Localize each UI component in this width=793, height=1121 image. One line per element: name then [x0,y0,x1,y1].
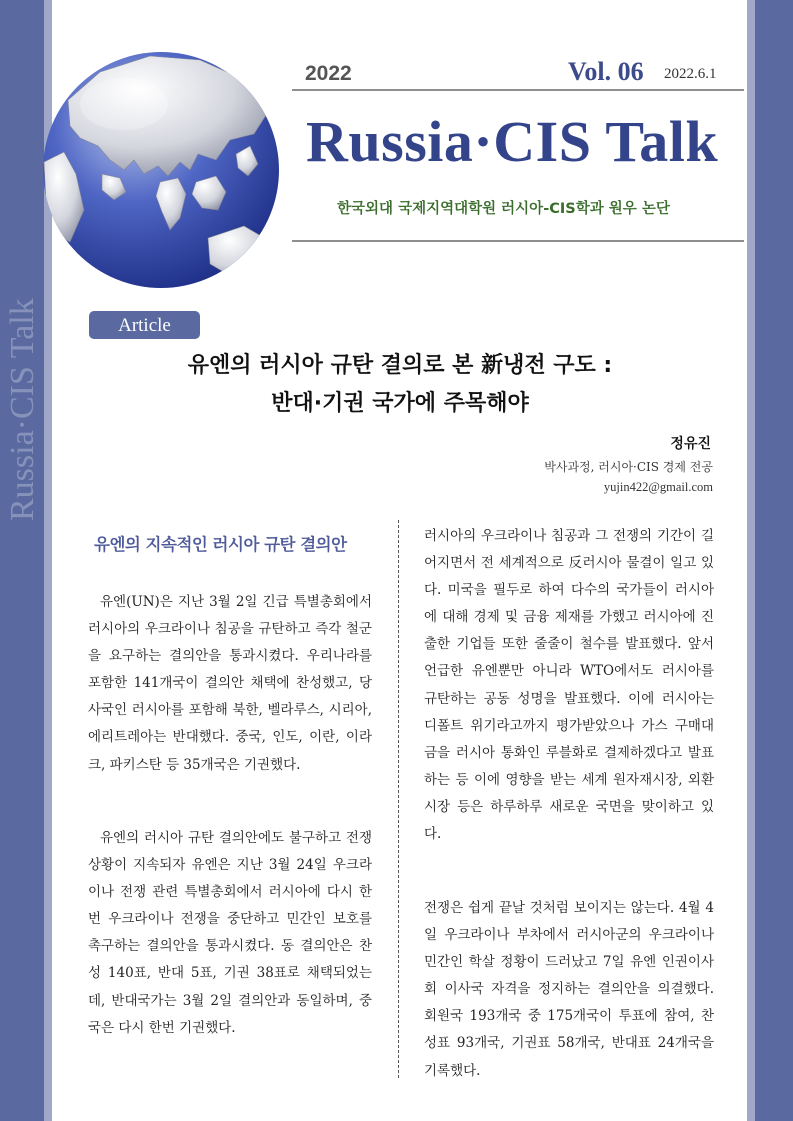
paragraph-2: 유엔의 러시아 규탄 결의안에도 불구하고 전쟁 상황이 지속되자 유엔은 지난 3월 24일 우크라이나 전쟁 관련 특별총회에서 러시아에 다시 한번 우크라이나 전쟁을 중단하고 민간인 보호를 촉구하는 결의안을 통과시켰다. 동 결의안은 찬성 140표, 반대 5표, 기권 38표로 채택되었는데, 반대국가는 3월 2일 결의안과 동일하며, 중국은 다시 한번 기권했다. [88,830,372,1036]
header-divider-top [292,89,744,91]
paragraph-1: 유엔(UN)은 지난 3월 2일 긴급 특별총회에서 러시아의 우크라이나 침공을 규탄하고 즉각 철군을 요구하는 결의안을 통과시켰다. 우리나라를 포함한 141개국이 결의안 채택에 찬성했고, 당사국인 러시아를 포함해 북한, 벨라루스, 시리아, 에리트레아는 반대했다. 중국, 인도, 이란, 이라크, 파키스탄 등 35개국은 기권했다. [88,594,372,773]
vertical-watermark-text: Russia·CIS Talk [4,298,41,521]
author-email: yujin422@gmail.com [603,480,713,494]
paragraph-3: 러시아의 우크라이나 침공과 그 전쟁의 기간이 길어지면서 전 세계적으로 反러시아 물결이 일고 있다. 미국을 필두로 하여 다수의 국가들이 러시아에 대해 경제 및 금융 제재를 가했고 러시아에 진출한 기업들 또한 줄줄이 철수를 발표했다. 앞서 언급한 유엔뿐만 아니라 WTO에서도 러시아를 규탄하는 공동 성명을 발표했다. 이에 러시아는 디폴트 위기라고까지 평가받았으나 가스 구매대금을 러시아 통화인 루블화로 결제하겠다고 발표하는 등 이에 영향을 받는 세계 원자재시장, 외환시장 등은 하루하루 새로운 국면을 맞이하고 있다. [424,528,714,843]
paragraph-4: 전쟁은 쉽게 끝날 것처럼 보이지는 않는다. 4월 4일 우크라이나 부차에서 러시아군의 우크라이나 민간인 학살 정황이 드러났고 7일 유엔 인권이사회 이사국 자격을 정지하는 결의안을 의결했다. 회원국 193개국 중 175개국이 투표에 참여, 찬성표 93개국, 기권표 58개국, 반대표 24개국을 기록했다. [424,900,714,1079]
author-affiliation: 박사과정, 러시아·CIS 경제 전공 [544,460,713,474]
header-volume: Vol. 06 [568,57,644,86]
author-name: 정유진 [670,436,711,452]
left-margin-band [0,0,44,1121]
article-title-line1: 유엔의 러시아 규탄 결의로 본 新냉전 구도 : [187,353,613,378]
header-date: 2022.6.1 [664,66,717,82]
right-margin-stripe [747,0,755,1121]
header-year: 2022 [305,62,352,85]
header-divider-bottom [292,240,744,242]
newsletter-subtitle: 한국외대 국제지역대학원 러시아-CIS학과 원우 논단 [337,201,670,217]
article-title [60,347,740,423]
vertical-watermark [2,225,42,525]
globe-image [40,42,282,292]
right-margin-band [755,0,793,1121]
column-divider [398,520,399,1078]
section-heading: 유엔의 지속적인 러시아 규탄 결의안 [94,535,347,554]
newsletter-title: Russia·CIS Talk [306,109,719,174]
article-title-line2: 반대·기권 국가에 주목해야 [271,391,529,416]
article-badge: Article [89,311,200,339]
